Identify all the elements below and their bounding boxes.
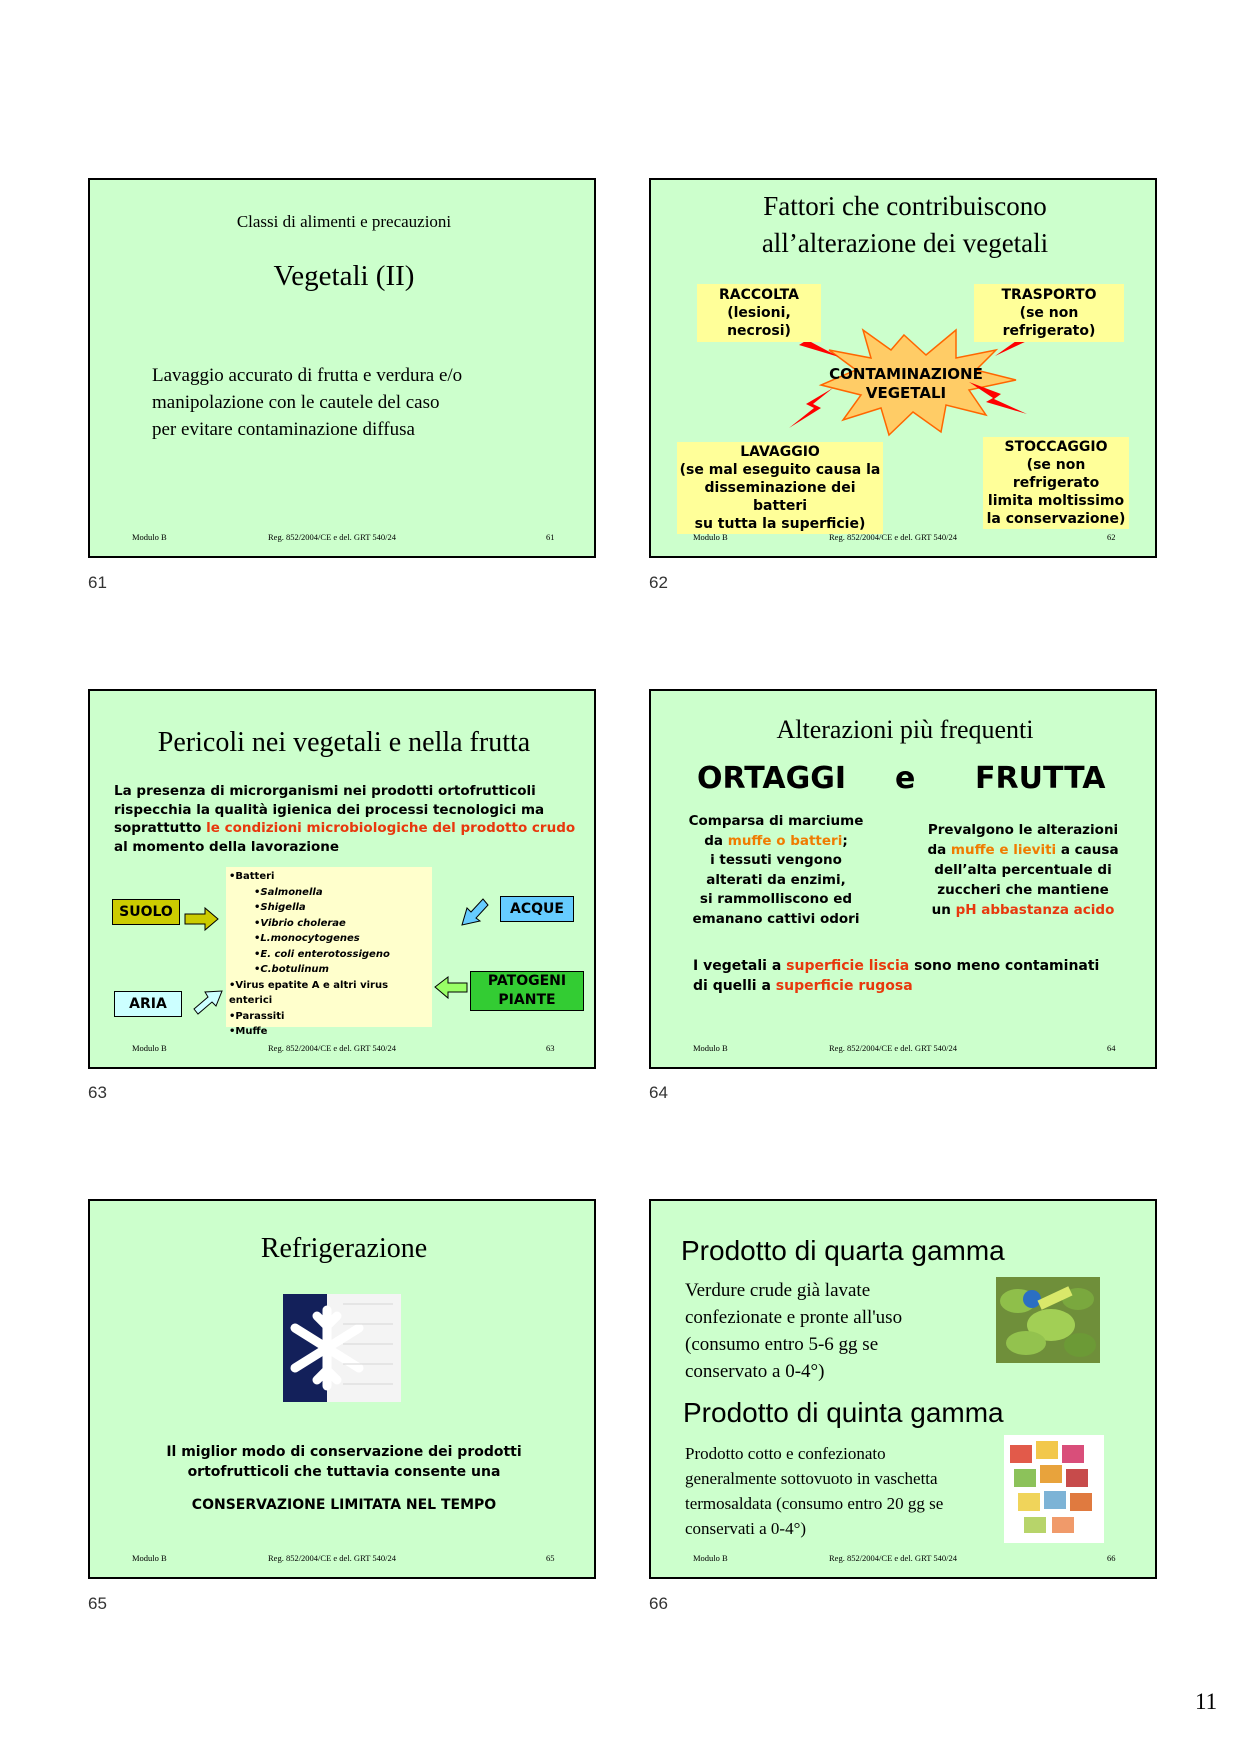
slide-body: Lavaggio accurato di frutta e verdura e/o manipolazione con le cautele del caso per evitare contaminazione diffusa (152, 365, 463, 440)
list-item: •C.botulinum (254, 964, 329, 975)
surface-note: I vegetali a superficie liscia sono meno contaminati di quelli a superficie rugosa (693, 958, 1100, 994)
footer-reference: Reg. 852/2004/CE e del. GRT 540/24 (268, 1043, 397, 1053)
slide-title: Refrigerazione (260, 1233, 428, 1264)
slide-66 (649, 1199, 1157, 1579)
packaged-meals-image (1004, 1435, 1104, 1543)
footer-module: Modulo B (693, 532, 728, 542)
footer-reference: Reg. 852/2004/CE e del. GRT 540/24 (268, 532, 397, 542)
list-item: •Vibrio cholerae (254, 917, 346, 929)
slide-title: Vegetali (II) (273, 260, 415, 292)
list-item: •Virus epatite A e altri virus enterici (229, 979, 389, 1006)
list-item: •Batteri (229, 871, 275, 882)
snowflake-icon (283, 1294, 401, 1402)
footer-module: Modulo B (132, 1043, 167, 1053)
slide-number-label: 61 (88, 573, 107, 592)
heading-e: e (895, 761, 916, 796)
slide-63 (88, 689, 596, 1069)
footer-module: Modulo B (132, 1553, 167, 1563)
heading-quinta-gamma: Prodotto di quinta gamma (683, 1397, 1004, 1428)
arrow-acque (462, 899, 488, 925)
source-suolo: SUOLO (112, 899, 180, 925)
slide-number-label: 65 (88, 1594, 107, 1613)
slide-61 (88, 178, 596, 558)
list-item: •E. coli enterotossigeno (254, 948, 390, 960)
source-aria: ARIA (114, 991, 182, 1017)
arrow-aria (194, 991, 222, 1014)
slide-62 (649, 178, 1157, 558)
quarta-gamma-text: Verdure crude già lavate confezionate e pronte all'uso (consumo entro 5-6 gg se conservato a 0-4°) (685, 1280, 903, 1382)
quinta-gamma-text: Prodotto cotto e confezionato generalmente sottovuoto in vaschetta termosaldata (consumo entro 20 gg se conservati a 0-4°) (685, 1444, 944, 1538)
footer-slide-number: 65 (546, 1553, 555, 1563)
footer-slide-number: 61 (546, 532, 555, 542)
slide-number-label: 66 (649, 1594, 668, 1613)
footer-reference: Reg. 852/2004/CE e del. GRT 540/24 (829, 532, 958, 542)
slide-title: Fattori che contribuiscono all’alterazione dei vegetali (761, 191, 1049, 258)
list-item: •Shigella (254, 902, 306, 913)
frutta-description: Prevalgono le alterazioni da muffe e lieviti a causa dell’alta percentuale di zuccheri che mantiene un pH abbastanza acido (927, 822, 1119, 918)
source-patogeni-piante: PATOGENI PIANTE (470, 971, 584, 1011)
slide-title: Alterazioni più frequenti (776, 715, 1034, 744)
arrow-patogeni (435, 977, 467, 998)
ortaggi-description: Comparsa di marciume da muffe o batteri; i tessuti vengono alterati da enzimi, si rammolliscono ed emanano cattivi odori (688, 813, 864, 927)
contamination-label: CONTAMINAZIONE VEGETALI (829, 365, 983, 402)
list-item: •Parassiti (229, 1010, 285, 1022)
salad-package-image (996, 1277, 1100, 1363)
factor-raccolta: RACCOLTA (lesioni, necrosi) (697, 284, 821, 342)
heading-quarta-gamma: Prodotto di quarta gamma (681, 1235, 1005, 1266)
footer-module: Modulo B (693, 1553, 728, 1563)
source-arrows (90, 691, 596, 1069)
slide-title: Pericoli nei vegetali e nella frutta (157, 727, 531, 758)
slide-number-label: 62 (649, 573, 668, 592)
list-item: •Salmonella (254, 886, 323, 898)
footer-module: Modulo B (693, 1043, 728, 1053)
slide-65 (88, 1199, 596, 1579)
heading-frutta: FRUTTA (975, 761, 1106, 796)
refrigeration-text: Il miglior modo di conservazione dei prodotti ortofrutticoli che tuttavia consente una (166, 1444, 522, 1480)
list-item: •Muffe (229, 1026, 268, 1037)
refrigeration-emphasis: CONSERVAZIONE LIMITATA NEL TEMPO (191, 1497, 497, 1513)
heading-ortaggi: ORTAGGI (697, 761, 847, 796)
footer-slide-number: 66 (1107, 1553, 1116, 1563)
source-acque: ACQUE (500, 896, 574, 922)
footer-reference: Reg. 852/2004/CE e del. GRT 540/24 (829, 1553, 958, 1563)
arrow-suolo (185, 908, 218, 930)
slide-intro: La presenza di microrganismi nei prodotti ortofrutticoli rispecchia la qualità igienica dei processi tecnologici ma soprattutto le condizioni microbiologiche del prodotto crudo al momento della lavorazione (114, 783, 576, 855)
footer-reference: Reg. 852/2004/CE e del. GRT 540/24 (268, 1553, 397, 1563)
footer-slide-number: 62 (1107, 532, 1116, 542)
footer-module: Modulo B (132, 532, 167, 542)
slide-number-label: 64 (649, 1083, 668, 1102)
factor-trasporto: TRASPORTO (se non refrigerato) (974, 284, 1124, 342)
footer-slide-number: 64 (1107, 1043, 1116, 1053)
slide-64 (649, 689, 1157, 1069)
footer-slide-number: 63 (546, 1043, 555, 1053)
slide-number-label: 63 (88, 1083, 107, 1102)
list-item: •L.monocytogenes (254, 933, 360, 944)
factor-lavaggio: LAVAGGIO (se mal eseguito causa la disseminazione dei batteri su tutta la superficie) (677, 442, 883, 534)
page-number: 11 (1195, 1689, 1218, 1714)
factor-stoccaggio: STOCCAGGIO (se non refrigerato limita moltissimo la conservazione) (983, 437, 1129, 529)
footer-reference: Reg. 852/2004/CE e del. GRT 540/24 (829, 1043, 958, 1053)
slide-subtitle: Classi di alimenti e precauzioni (236, 212, 452, 231)
